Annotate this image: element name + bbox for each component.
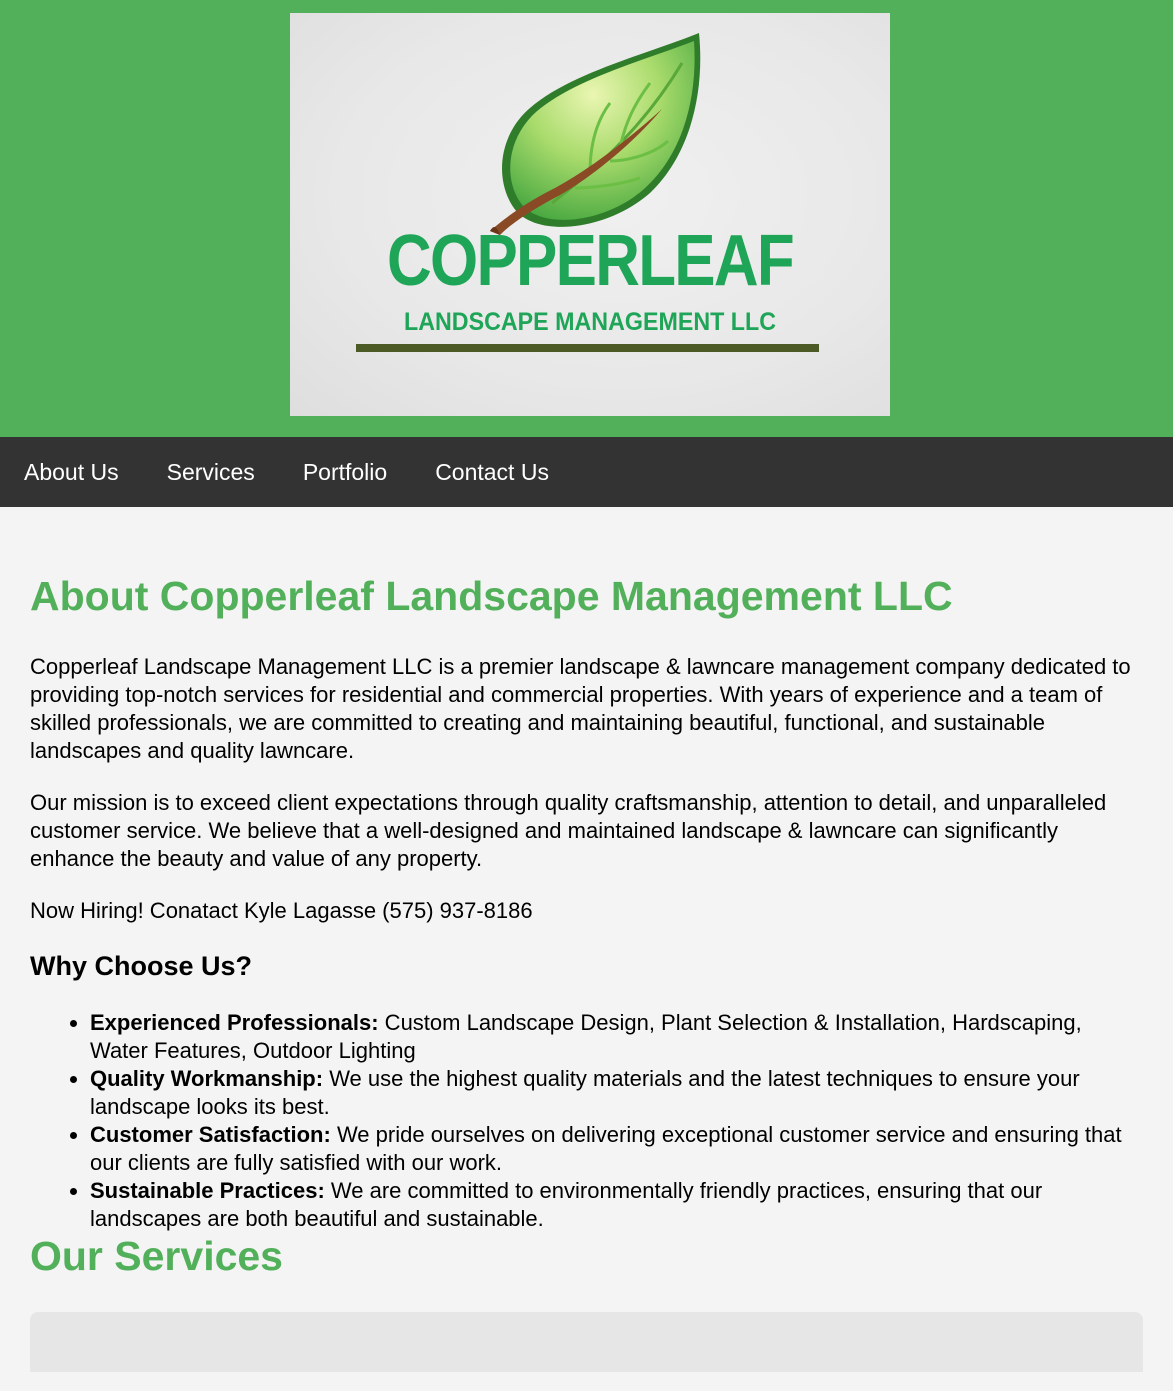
leaf-icon <box>290 13 890 416</box>
why-choose-us-heading: Why Choose Us? <box>30 951 253 982</box>
reason-text: We pride ourselves on delivering exceptional customer service and ensuring that our clients are fully satisfied with our work. <box>90 1122 1122 1176</box>
reasons-list <box>30 1009 1143 1233</box>
reason-text: We use the highest quality materials and the latest techniques to ensure your landscape looks its best. <box>90 1066 1080 1120</box>
company-logo[interactable] <box>290 13 890 416</box>
nav-contact-us[interactable]: Contact Us <box>435 458 549 485</box>
reason-title: Experienced Professionals: <box>90 1010 379 1036</box>
reason-title: Sustainable Practices: <box>90 1178 325 1204</box>
about-heading: About Copperleaf Landscape Management LLC <box>30 573 953 619</box>
about-section <box>30 507 1143 1233</box>
logo-title: COPPERLEAF <box>387 221 793 301</box>
reason-title: Quality Workmanship: <box>90 1066 324 1092</box>
list-item <box>90 1121 1143 1177</box>
list-item <box>90 1009 1143 1065</box>
main-nav <box>0 437 1173 507</box>
about-paragraph-2: Our mission is to exceed client expectations through quality craftsmanship, attention to detail, and unparalleled customer service. We believe that a well-designed and maintained landscape & lawncare can significantly enhance the beauty and value of any property. <box>30 790 1107 872</box>
hiring-notice: Now Hiring! Conatact Kyle Lagasse (575) 937-8186 <box>30 898 533 924</box>
main-content <box>0 507 1173 1372</box>
nav-about-us[interactable]: About Us <box>24 458 119 485</box>
reason-title: Customer Satisfaction: <box>90 1122 331 1148</box>
services-heading: Our Services <box>30 1233 283 1280</box>
logo-subtitle: LANDSCAPE MANAGEMENT LLC <box>404 308 776 336</box>
list-item <box>90 1177 1143 1233</box>
nav-portfolio[interactable]: Portfolio <box>302 458 388 485</box>
services-section <box>30 1233 1143 1372</box>
reason-text: Custom Landscape Design, Plant Selection & Installation, Hardscaping, Water Features, Outdoor Lighting <box>90 1010 1082 1064</box>
logo-underline <box>356 344 819 352</box>
reason-text: We are committed to environmentally friendly practices, ensuring that our landscapes are both beautiful and sustainable. <box>90 1178 1043 1232</box>
list-item <box>90 1065 1143 1121</box>
site-header <box>0 0 1173 437</box>
service-card <box>30 1312 1143 1372</box>
about-paragraph-1: Copperleaf Landscape Management LLC is a premier landscape & lawncare management company dedicated to providing top-notch services for residential and commercial properties. With years of experience and a team of skilled professionals, we are committed to creating and maintaining beautiful, functional, and sustainable landscapes and quality lawncare. <box>30 654 1131 764</box>
nav-services[interactable]: Services <box>166 458 255 485</box>
